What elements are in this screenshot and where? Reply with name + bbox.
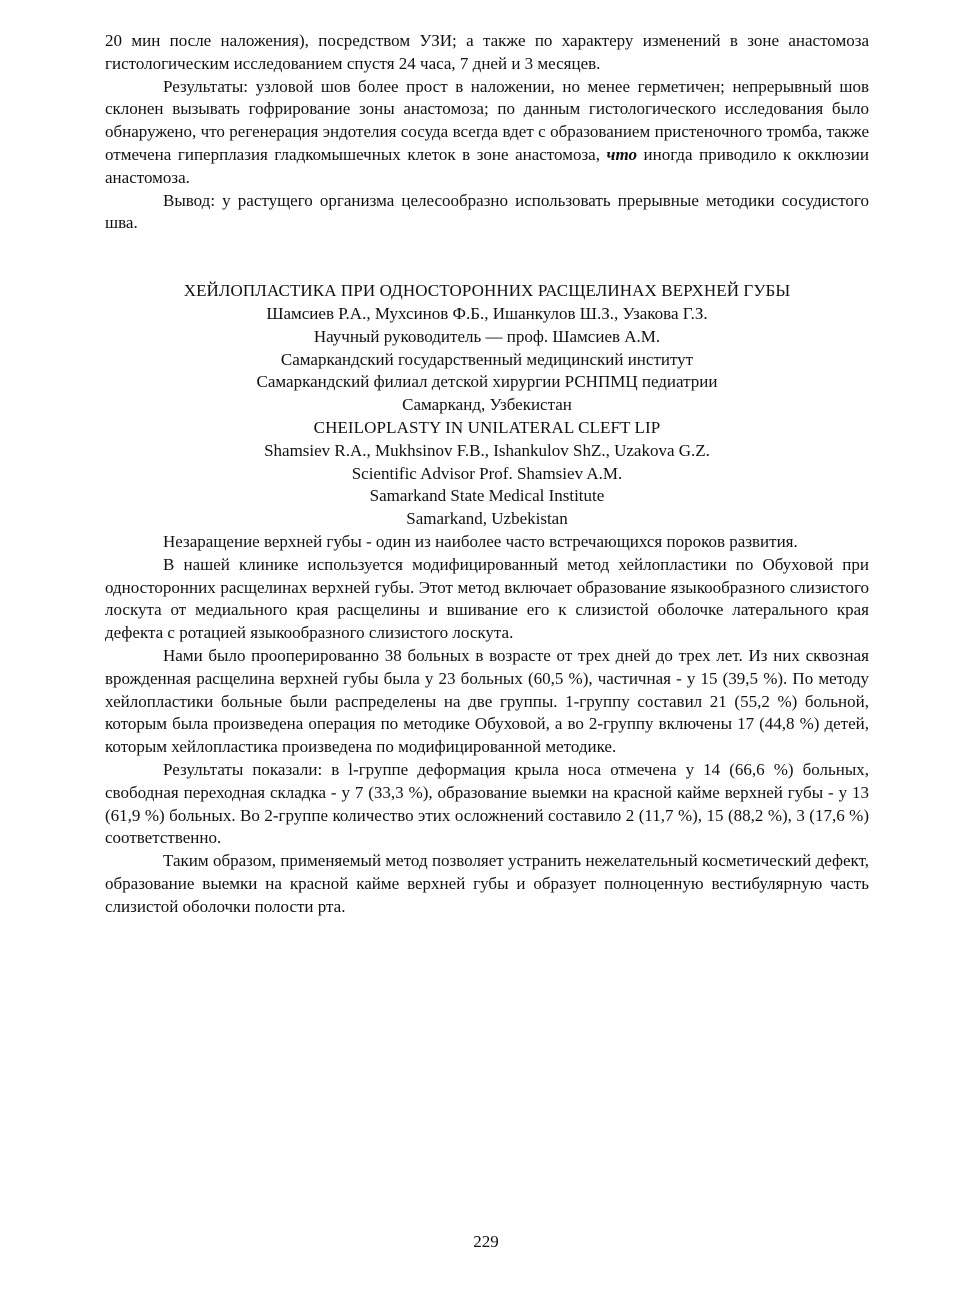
advisor-en: Scientific Advisor Prof. Shamsiev A.M. [351,463,623,483]
prev-paragraph-1: 20 мин после наложения), посредством УЗИ; а также по характеру изменений в зоне анастомоза гистологическим исследованием спустя 24 часа, 7 дней и 3 месяцев. [105,31,869,73]
prev-paragraph-2-emphasis: что [606,144,637,164]
article-title-en: CHEILOPLASTY IN UNILATERAL CLEFT LIP [313,417,661,437]
city-en: Samarkand, Uzbekistan [406,509,568,529]
city-ru: Самарканд, Узбекистан [402,395,572,415]
section-gap [105,235,869,280]
body-paragraph-5: Таким образом, применяемый метод позволяет устранить нежелательный косметический дефект, образование выемки на красной кайме верхней губы и образует полноценную вестибулярную часть слизистой оболочки полости рта. [105,851,869,916]
article-header [105,280,869,531]
prev-paragraph-2 [105,76,869,190]
prev-paragraph-3: Вывод: у растущего организма целесообразно использовать прерывные методики сосудистого шва. [105,190,869,233]
page-number: 229 [473,1232,499,1251]
institution-ru-1: Самаркандский государственный медицинский институт [280,349,694,369]
institution-en: Samarkand State Medical Institute [369,486,605,506]
body-paragraph-1: Незаращение верхней губы - один из наиболее часто встречающихся пороков развития. [163,531,798,551]
advisor-ru: Научный руководитель — проф. Шамсиев А.М. [313,326,661,346]
prev-paragraph-2-end: иногда приводило к окклюзии анастомоза. [105,144,869,187]
institution-ru-2: Самаркандский филиал детской хирургии РСНПМЦ педиатрии [256,372,718,392]
authors-ru: Шамсиев Р.А., Мухсинов Ф.Б., Ишанкулов Ш.З., Узакова Г.З. [266,303,708,323]
prev-paragraph-2-start: Результаты: узловой шов более прост в наложении, но менее герметичен; непрерывный шов склонен вызывать гофрирование зоны анастомоза; по данным гистологического исследования было обнаружено, что регенерация эндотелия сосуда всегда вдет с образованием пристеночного тромба, также отмечена гиперплазия гладкомышечных клеток в зоне анастомоза, [105,76,869,164]
authors-en: Shamsiev R.A., Mukhsinov F.B., Ishankulov ShZ., Uzakova G.Z. [264,440,710,460]
article-title-ru: ХЕЙЛОПЛАСТИКА ПРИ ОДНОСТОРОННИХ РАСЩЕЛИНАХ ВЕРХНЕЙ ГУБЫ [183,281,791,301]
body-paragraph-2: В нашей клинике используется модифицированный метод хейлопластики по Обуховой при односторонних расщелинах верхней губы. Этот метод включает образование языкообразного слизистого лоскута от медиального края расщелины и вшивание его к слизистой оболочке латерального края дефекта с ротацией языкообразного слизистого лоскута. [105,554,869,643]
body-paragraph-3: Нами было прооперированно 38 больных в возрасте от трех дней до трех лет. Из них сквозная врожденная расщелина верхней губы была у 23 больных (60,5 %), частичная - у 15 (39,5 %). По методу хейлопластики больные были распределены на две группы. 1-группу составил 21 (55,2 %) больной, которым была произведена операция по методике Обуховой, а во 2-группу включены 17 (44,8 %) детей, которым хейлопластика произведена по модифицированной методике. [105,645,869,757]
page-body [105,30,869,918]
body-paragraph-4: Результаты показали: в l-группе деформация крыла носа отмечена у 14 (66,6 %) больных, свободная переходная складка - у 7 (33,3 %), образование выемки на красной кайме верхней губы - у 13 (61,9 %) больных. Во 2-группе количество этих осложнений составило 2 (11,7 %), 15 (88,2 %), 3 (17,6 %) соответственно. [105,759,869,848]
